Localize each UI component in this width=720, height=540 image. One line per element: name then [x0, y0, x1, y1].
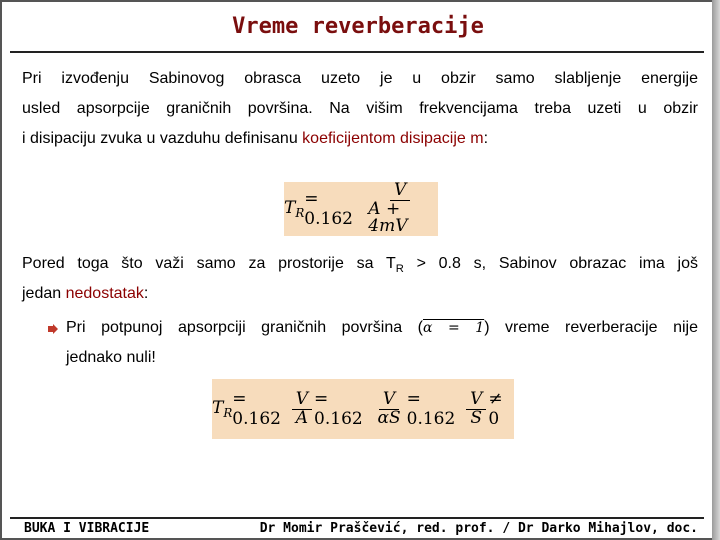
- text-segment: jedan: [22, 285, 66, 302]
- subscript-R: R: [223, 406, 233, 421]
- bullet-arrow-icon: [48, 324, 58, 334]
- formula-fraction: [364, 179, 436, 237]
- text-segment: > 0.8 s, Sabinov obrazac ima još: [403, 255, 699, 272]
- formula-fraction: [466, 388, 486, 428]
- paragraph-line: [22, 249, 698, 279]
- formula-coefficient: = 0.162: [406, 389, 456, 429]
- fraction-numerator: V: [390, 182, 410, 201]
- fraction-numerator: V: [379, 391, 399, 410]
- formula-reverberation-dissipation: [284, 179, 438, 237]
- formula-lhs: [212, 398, 232, 420]
- formula-coefficient: = 0.162: [304, 189, 353, 229]
- text-segment: ) vreme reverberacije nije: [484, 319, 698, 336]
- bullet-line: [66, 313, 698, 343]
- formula-reverberation-full-absorption: [212, 379, 514, 439]
- slide-title: Vreme reverberacije: [232, 14, 484, 39]
- formula-not-zero: ≠ 0: [488, 389, 503, 429]
- paragraph-dissipation: [22, 64, 698, 154]
- footer-authors: Dr Momir Praščević, red. prof. / Dr Darko Mihajlov, doc.: [259, 521, 698, 536]
- text-segment: i disipaciju zvuka u vazduhu definisanu: [22, 130, 303, 147]
- subscript-R: R: [395, 262, 404, 275]
- symbol-T: T: [284, 197, 296, 218]
- subscript-R: R: [295, 206, 305, 221]
- text-segment: Pored toga što važi samo za prostorije sa T: [22, 255, 396, 272]
- text-segment: :: [143, 285, 149, 302]
- highlight-term: koeficijentom disipacije m: [302, 130, 484, 147]
- text-segment: :: [483, 130, 489, 147]
- paragraph-line: usled apsorpcije graničnih površina. Na višim frekvencijama treba uzeti u obzir: [22, 100, 698, 117]
- paragraph-line: Pri izvođenju Sabinovog obrasca uzeto je u obzir samo slabljenje energije: [22, 70, 698, 87]
- fraction-numerator: V: [292, 391, 312, 410]
- fraction-denominator: αS: [377, 407, 401, 428]
- footer-course: BUKA I VIBRACIJE: [24, 521, 150, 536]
- text-segment: Pri potpunoj apsorpciji graničnih površina (: [66, 319, 423, 336]
- paragraph-line: [22, 279, 698, 309]
- fraction-denominator: A: [295, 407, 309, 428]
- title-divider: [10, 51, 704, 53]
- paragraph-line: [22, 124, 698, 154]
- fraction-numerator: V: [466, 391, 486, 410]
- fraction-denominator: S: [470, 407, 483, 428]
- formula-lhs: [284, 198, 304, 220]
- formula-coefficient: = 0.162: [314, 389, 363, 429]
- footer-divider: [10, 517, 704, 519]
- paragraph-limitation: [22, 249, 698, 309]
- formula-fraction: [373, 388, 404, 428]
- bullet-item: [66, 313, 698, 373]
- inline-math-alpha: α = 1: [422, 320, 485, 336]
- bullet-line: jednako nuli!: [66, 349, 156, 366]
- slide-shadow: [712, 0, 720, 540]
- formula-coefficient: = 0.162: [232, 389, 281, 429]
- symbol-T: T: [212, 397, 224, 418]
- highlight-term: nedostatak: [65, 285, 144, 302]
- formula-fraction: [292, 388, 312, 428]
- fraction-denominator: A + 4mV: [368, 198, 408, 237]
